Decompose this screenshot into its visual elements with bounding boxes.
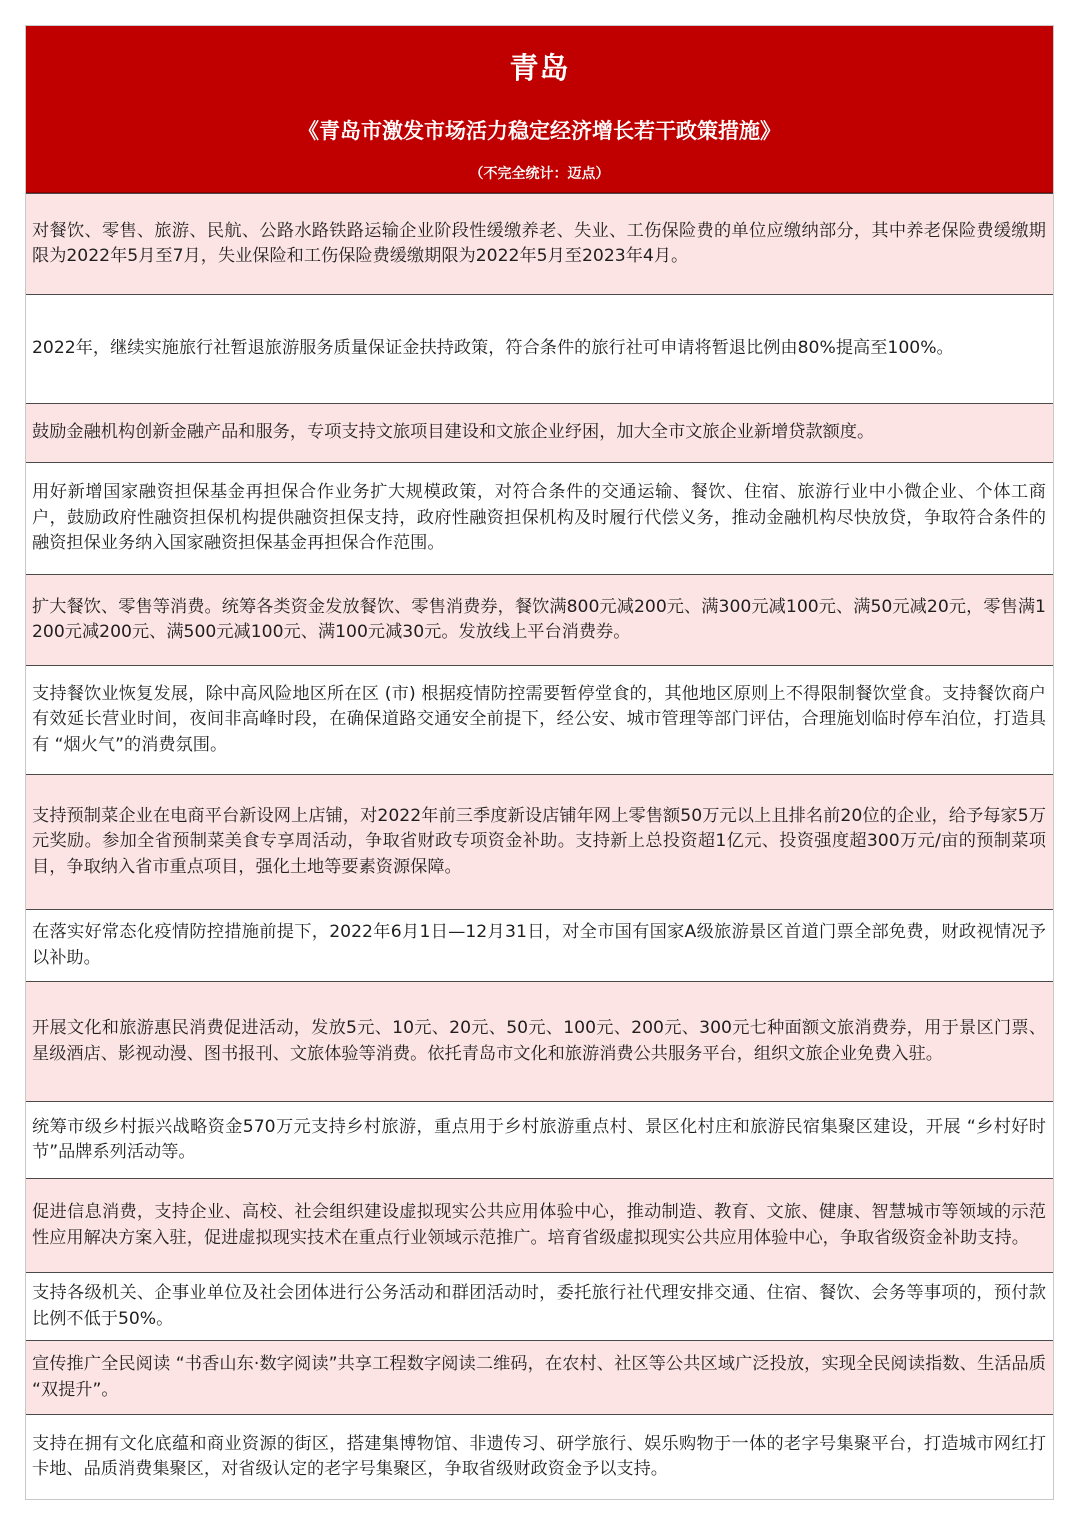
policy-title: 《青岛市激发市场活力稳定经济增长若干政策措施》 bbox=[298, 119, 781, 143]
measure-row bbox=[26, 1178, 1053, 1273]
measure-text: 开展文化和旅游惠民消费促进活动，发放5元、10元、20元、50元、100元、200元、300元七种面额文旅消费券，用于景区门票、星级酒店、影视动漫、图书报刊、文旅体验等消费。依托青岛市文化和旅游消费公共服务平台，组织文旅企业免费入驻。 bbox=[32, 1018, 1046, 1064]
measure-text: 支持各级机关、企事业单位及社会团体进行公务活动和群团活动时，委托旅行社代理安排交通、住宿、餐饮、会务等事项的，预付款比例不低于50%。 bbox=[32, 1283, 1046, 1329]
measure-row bbox=[26, 403, 1053, 463]
measure-row bbox=[26, 1102, 1053, 1178]
measure-text: 扩大餐饮、零售等消费。统筹各类资金发放餐饮、零售消费券，餐饮满800元减200元、满300元减100元、满50元减20元，零售满1200元减200元、满500元减100元、满100元减30元。发放线上平台消费券。 bbox=[32, 596, 1046, 642]
measure-text: 宣传推广全民阅读 “书香山东·数字阅读”共享工程数字阅读二维码，在农村、社区等公共区域广泛投放，实现全民阅读指数、生活品质 “双提升”。 bbox=[32, 1354, 1046, 1400]
measure-text: 鼓励金融机构创新金融产品和服务，专项支持文旅项目建设和文旅企业纾困，加大全市文旅企业新增贷款额度。 bbox=[32, 422, 875, 443]
measure-row bbox=[26, 774, 1053, 910]
measure-text: 2022年，继续实施旅行社暂退旅游服务质量保证金扶持政策，符合条件的旅行社可申请将暂退比例由80%提高至100%。 bbox=[32, 338, 954, 359]
measure-text: 支持预制菜企业在电商平台新设网上店铺，对2022年前三季度新设店铺年网上零售额50万元以上且排名前20位的企业，给予每家5万元奖励。参加全省预制菜美食专享周活动，争取省财政专项资金补助。支持新上总投资超1亿元、投资强度超300万元/亩的预制菜项目，争取纳入省市重点项目，强化土地等要素资源保障。 bbox=[32, 805, 1046, 877]
measure-text: 用好新增国家融资担保基金再担保合作业务扩大规模政策，对符合条件的交通运输、餐饮、住宿、旅游行业中小微企业、个体工商户，鼓励政府性融资担保机构提供融资担保支持，政府性融资担保机构及时履行代偿义务，推动金融机构尽快放贷，争取符合条件的融资担保业务纳入国家融资担保基金再担保合作范围。 bbox=[32, 482, 1046, 554]
policy-table bbox=[25, 25, 1054, 1500]
measure-row bbox=[26, 1340, 1053, 1415]
measure-row bbox=[26, 1415, 1053, 1499]
measure-row bbox=[26, 463, 1053, 574]
measure-row bbox=[26, 910, 1053, 981]
measure-text: 促进信息消费，支持企业、高校、社会组织建设虚拟现实公共应用体验中心，推动制造、教育、文旅、健康、智慧城市等领域的示范性应用解决方案入驻，促进虚拟现实技术在重点行业领域示范推广。培育省级虚拟现实公共应用体验中心，争取省级资金补助支持。 bbox=[32, 1202, 1046, 1248]
measure-text: 统筹市级乡村振兴战略资金570万元支持乡村旅游，重点用于乡村旅游重点村、景区化村庄和旅游民宿集聚区建设，开展 “乡村好时节”品牌系列活动等。 bbox=[32, 1116, 1046, 1162]
measure-text: 支持在拥有文化底蕴和商业资源的街区，搭建集博物馆、非遗传习、研学旅行、娱乐购物于一体的老字号集聚平台，打造城市网红打卡地、品质消费集聚区，对省级认定的老字号集聚区，争取省级财政资金予以支持。 bbox=[32, 1433, 1046, 1479]
city-title: 青岛 bbox=[509, 51, 570, 85]
table-header bbox=[26, 26, 1053, 193]
measure-row bbox=[26, 193, 1053, 295]
measure-row bbox=[26, 574, 1053, 666]
measure-text: 在落实好常态化疫情防控措施前提下，2022年6月1日—12月31日，对全市国有国家A级旅游景区首道门票全部免费，财政视情况予以补助。 bbox=[32, 922, 1046, 968]
measure-row bbox=[26, 295, 1053, 403]
measure-row bbox=[26, 981, 1053, 1102]
measure-text: 对餐饮、零售、旅游、民航、公路水路铁路运输企业阶段性缓缴养老、失业、工伤保险费的单位应缴纳部分，其中养老保险费缓缴期限为2022年5月至7月，失业保险和工伤保险费缓缴期限为2022年5月至2023年4月。 bbox=[32, 220, 1046, 266]
measure-row bbox=[26, 1273, 1053, 1340]
measure-text: 支持餐饮业恢复发展，除中高风险地区所在区 (市) 根据疫情防控需要暂停堂食的，其他地区原则上不得限制餐饮堂食。支持餐饮商户有效延长营业时间，夜间非高峰时段，在确保道路交通安全前提下，经公安、城市管理等部门评估，合理施划临时停车泊位，打造具有 “烟火气”的消费氛围。 bbox=[32, 683, 1046, 755]
measure-row bbox=[26, 666, 1053, 774]
statistics-note: （不完全统计：迈点） bbox=[469, 166, 610, 182]
